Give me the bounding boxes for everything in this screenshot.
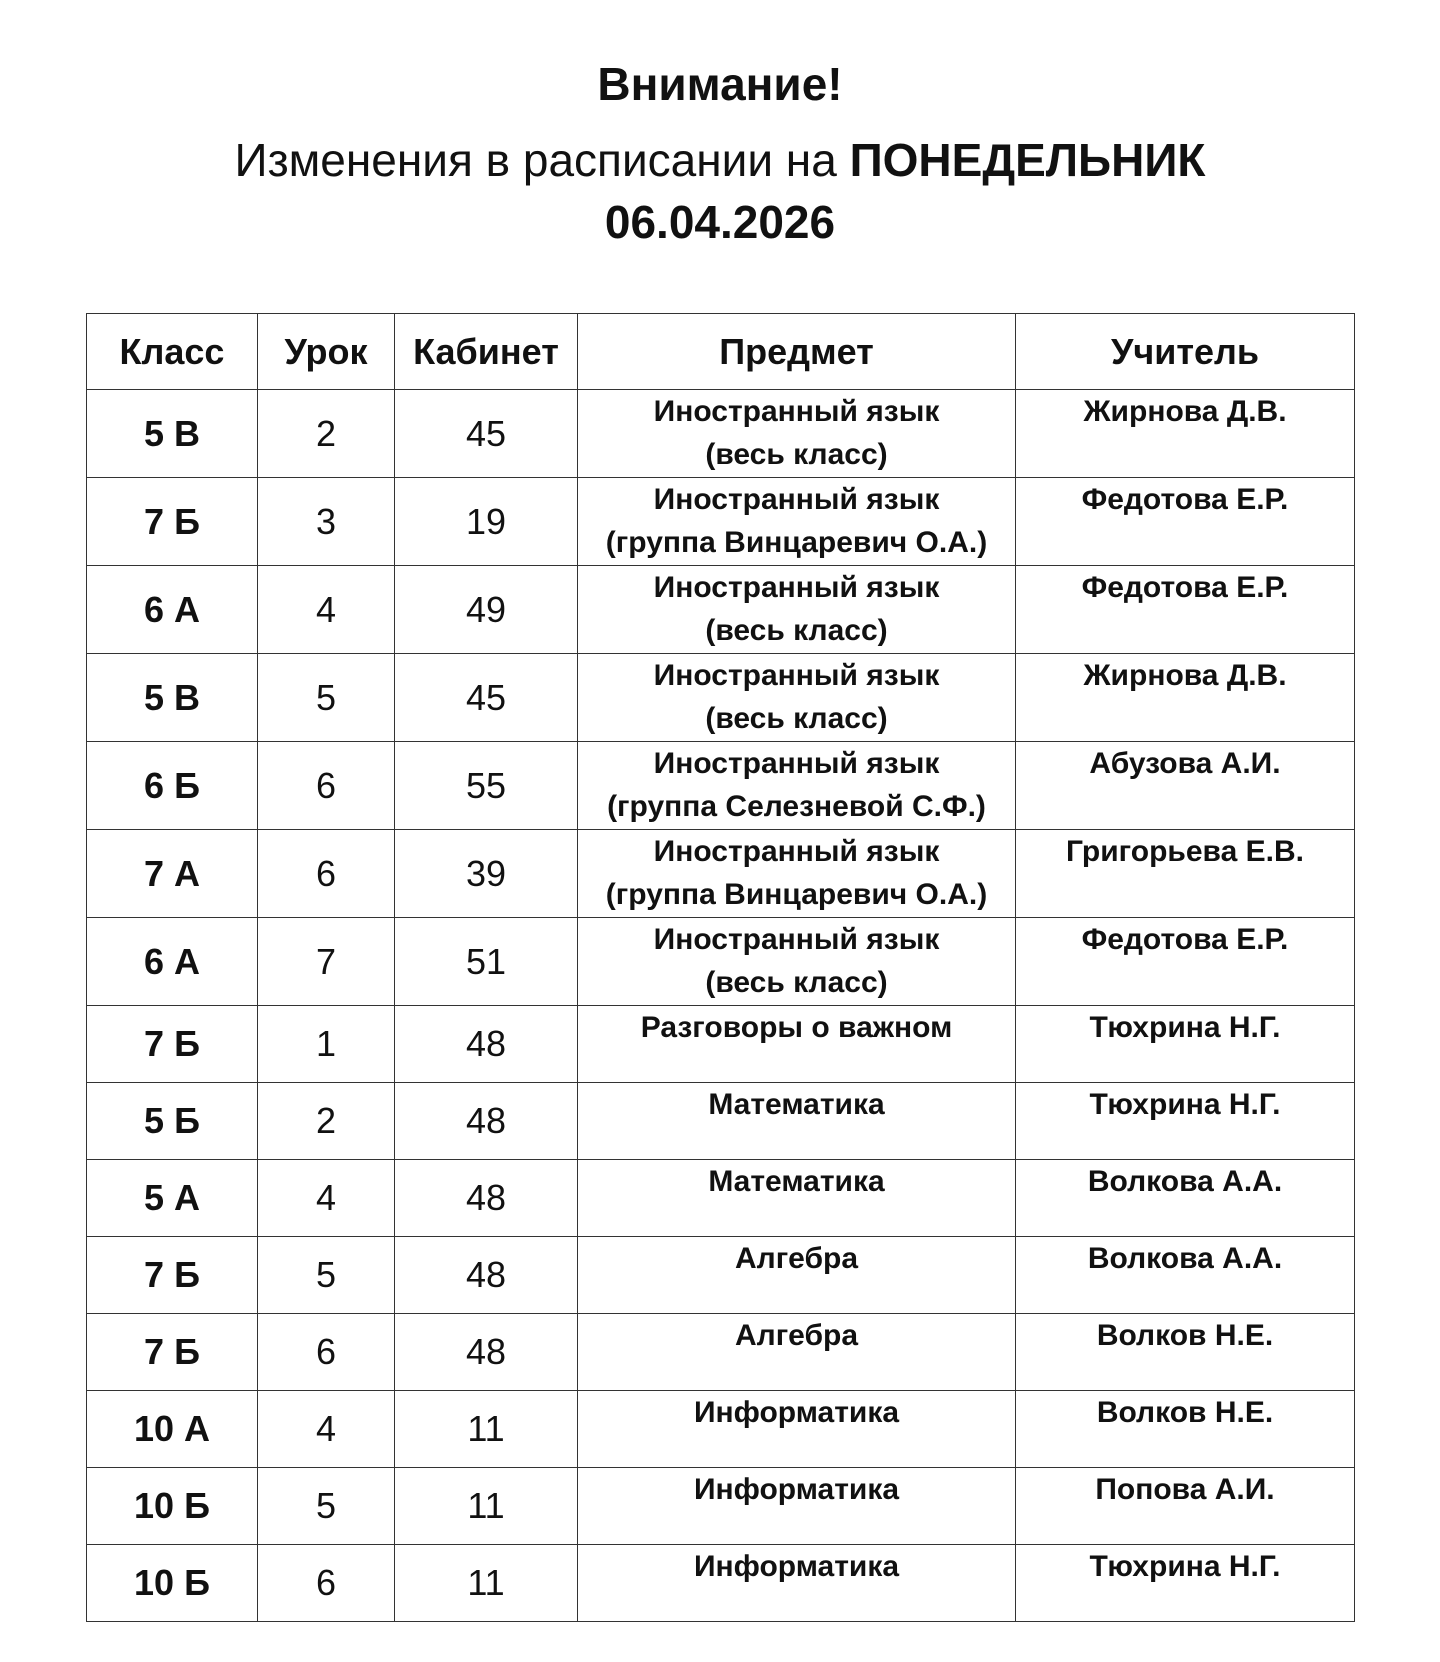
table-row	[87, 1160, 1355, 1237]
lesson-cell: 6	[258, 742, 395, 830]
subject-cell	[578, 1083, 1016, 1160]
subject-name: Математика	[708, 1088, 885, 1121]
subject-cell	[578, 654, 1016, 742]
class-cell: 10 Б	[87, 1545, 258, 1622]
teacher-cell: Волков Н.Е.	[1016, 1314, 1355, 1391]
room-cell: 48	[395, 1237, 578, 1314]
teacher-cell: Григорьева Е.В.	[1016, 830, 1355, 918]
class-cell: 6 А	[87, 918, 258, 1006]
table-row	[87, 742, 1355, 830]
column-header-room: Кабинет	[395, 314, 578, 390]
room-cell: 19	[395, 478, 578, 566]
notice-day: ПОНЕДЕЛЬНИК	[849, 134, 1206, 186]
subject-cell	[578, 1237, 1016, 1314]
column-header-class: Класс	[87, 314, 258, 390]
class-cell: 7 Б	[87, 1314, 258, 1391]
subject-cell	[578, 918, 1016, 1006]
lesson-cell: 1	[258, 1006, 395, 1083]
notice-subtitle	[0, 130, 1440, 190]
subject-cell	[578, 1545, 1016, 1622]
table-row	[87, 1237, 1355, 1314]
schedule-changes-table	[86, 313, 1355, 1622]
subject-name: Иностранный язык	[653, 483, 940, 516]
table-row	[87, 830, 1355, 918]
table-row	[87, 1545, 1355, 1622]
subject-note: (группа Винцаревич О.А.)	[605, 878, 988, 911]
class-cell: 5 А	[87, 1160, 258, 1237]
subject-note: (весь класс)	[705, 614, 888, 647]
teacher-cell: Жирнова Д.В.	[1016, 390, 1355, 478]
subject-name: Информатика	[693, 1396, 900, 1429]
subject-note: (весь класс)	[705, 702, 888, 735]
subject-name: Иностранный язык	[653, 923, 940, 956]
subject-name: Информатика	[693, 1550, 900, 1583]
table-row	[87, 566, 1355, 654]
class-cell: 7 Б	[87, 1237, 258, 1314]
lesson-cell: 3	[258, 478, 395, 566]
subject-name: Иностранный язык	[653, 747, 940, 780]
table-row	[87, 1314, 1355, 1391]
table-row	[87, 390, 1355, 478]
lesson-cell: 4	[258, 1391, 395, 1468]
room-cell: 48	[395, 1314, 578, 1391]
class-cell: 10 А	[87, 1391, 258, 1468]
teacher-cell: Федотова Е.Р.	[1016, 566, 1355, 654]
teacher-cell: Тюхрина Н.Г.	[1016, 1545, 1355, 1622]
subject-cell	[578, 1006, 1016, 1083]
lesson-cell: 6	[258, 1314, 395, 1391]
subject-note: (весь класс)	[705, 966, 888, 999]
column-header-subject: Предмет	[578, 314, 1016, 390]
subject-note: (группа Винцаревич О.А.)	[605, 526, 988, 559]
class-cell: 6 А	[87, 566, 258, 654]
subject-cell	[578, 1391, 1016, 1468]
table-row	[87, 1083, 1355, 1160]
subject-cell	[578, 830, 1016, 918]
table-row	[87, 1468, 1355, 1545]
subject-name: Математика	[708, 1165, 885, 1198]
class-cell: 7 Б	[87, 478, 258, 566]
class-cell: 7 Б	[87, 1006, 258, 1083]
subject-name: Алгебра	[734, 1319, 859, 1352]
subject-name: Иностранный язык	[653, 571, 940, 604]
subject-note: (весь класс)	[705, 438, 888, 471]
column-header-lesson: Урок	[258, 314, 395, 390]
subject-cell	[578, 1314, 1016, 1391]
table-row	[87, 918, 1355, 1006]
room-cell: 11	[395, 1545, 578, 1622]
room-cell: 45	[395, 654, 578, 742]
subject-cell	[578, 1160, 1016, 1237]
class-cell: 5 В	[87, 390, 258, 478]
subject-cell	[578, 742, 1016, 830]
subject-name: Информатика	[693, 1473, 900, 1506]
class-cell: 7 А	[87, 830, 258, 918]
room-cell: 48	[395, 1083, 578, 1160]
notice-date: 06.04.2026	[604, 196, 836, 248]
column-header-teacher: Учитель	[1016, 314, 1355, 390]
lesson-cell: 5	[258, 654, 395, 742]
lesson-cell: 2	[258, 390, 395, 478]
teacher-cell: Волкова А.А.	[1016, 1160, 1355, 1237]
lesson-cell: 2	[258, 1083, 395, 1160]
teacher-cell: Федотова Е.Р.	[1016, 478, 1355, 566]
class-cell: 6 Б	[87, 742, 258, 830]
table-body	[87, 390, 1355, 1622]
teacher-cell: Волкова А.А.	[1016, 1237, 1355, 1314]
lesson-cell: 6	[258, 830, 395, 918]
table-row	[87, 478, 1355, 566]
room-cell: 45	[395, 390, 578, 478]
subject-name: Иностранный язык	[653, 659, 940, 692]
subject-name: Иностранный язык	[653, 835, 940, 868]
room-cell: 48	[395, 1006, 578, 1083]
teacher-cell: Жирнова Д.В.	[1016, 654, 1355, 742]
lesson-cell: 6	[258, 1545, 395, 1622]
lesson-cell: 7	[258, 918, 395, 1006]
table-row	[87, 1391, 1355, 1468]
room-cell: 51	[395, 918, 578, 1006]
table-header-row	[87, 314, 1355, 390]
subject-cell	[578, 390, 1016, 478]
class-cell: 5 В	[87, 654, 258, 742]
room-cell: 11	[395, 1391, 578, 1468]
room-cell: 11	[395, 1468, 578, 1545]
teacher-cell: Федотова Е.Р.	[1016, 918, 1355, 1006]
room-cell: 48	[395, 1160, 578, 1237]
teacher-cell: Тюхрина Н.Г.	[1016, 1006, 1355, 1083]
subject-cell	[578, 478, 1016, 566]
teacher-cell: Попова А.И.	[1016, 1468, 1355, 1545]
teacher-cell: Тюхрина Н.Г.	[1016, 1083, 1355, 1160]
teacher-cell: Волков Н.Е.	[1016, 1391, 1355, 1468]
subject-note: (группа Селезневой С.Ф.)	[607, 790, 986, 823]
table-row	[87, 1006, 1355, 1083]
subject-name: Разговоры о важном	[640, 1011, 953, 1044]
room-cell: 49	[395, 566, 578, 654]
lesson-cell: 4	[258, 1160, 395, 1237]
notice-title: Внимание!	[597, 58, 843, 110]
subject-cell	[578, 1468, 1016, 1545]
subtitle-prefix: Изменения в расписании на	[234, 134, 850, 186]
subject-name: Иностранный язык	[653, 395, 940, 428]
teacher-cell: Абузова А.И.	[1016, 742, 1355, 830]
subject-name: Алгебра	[734, 1242, 859, 1275]
class-cell: 5 Б	[87, 1083, 258, 1160]
table-row	[87, 654, 1355, 742]
room-cell: 55	[395, 742, 578, 830]
subject-cell	[578, 566, 1016, 654]
class-cell: 10 Б	[87, 1468, 258, 1545]
lesson-cell: 5	[258, 1237, 395, 1314]
room-cell: 39	[395, 830, 578, 918]
lesson-cell: 4	[258, 566, 395, 654]
lesson-cell: 5	[258, 1468, 395, 1545]
